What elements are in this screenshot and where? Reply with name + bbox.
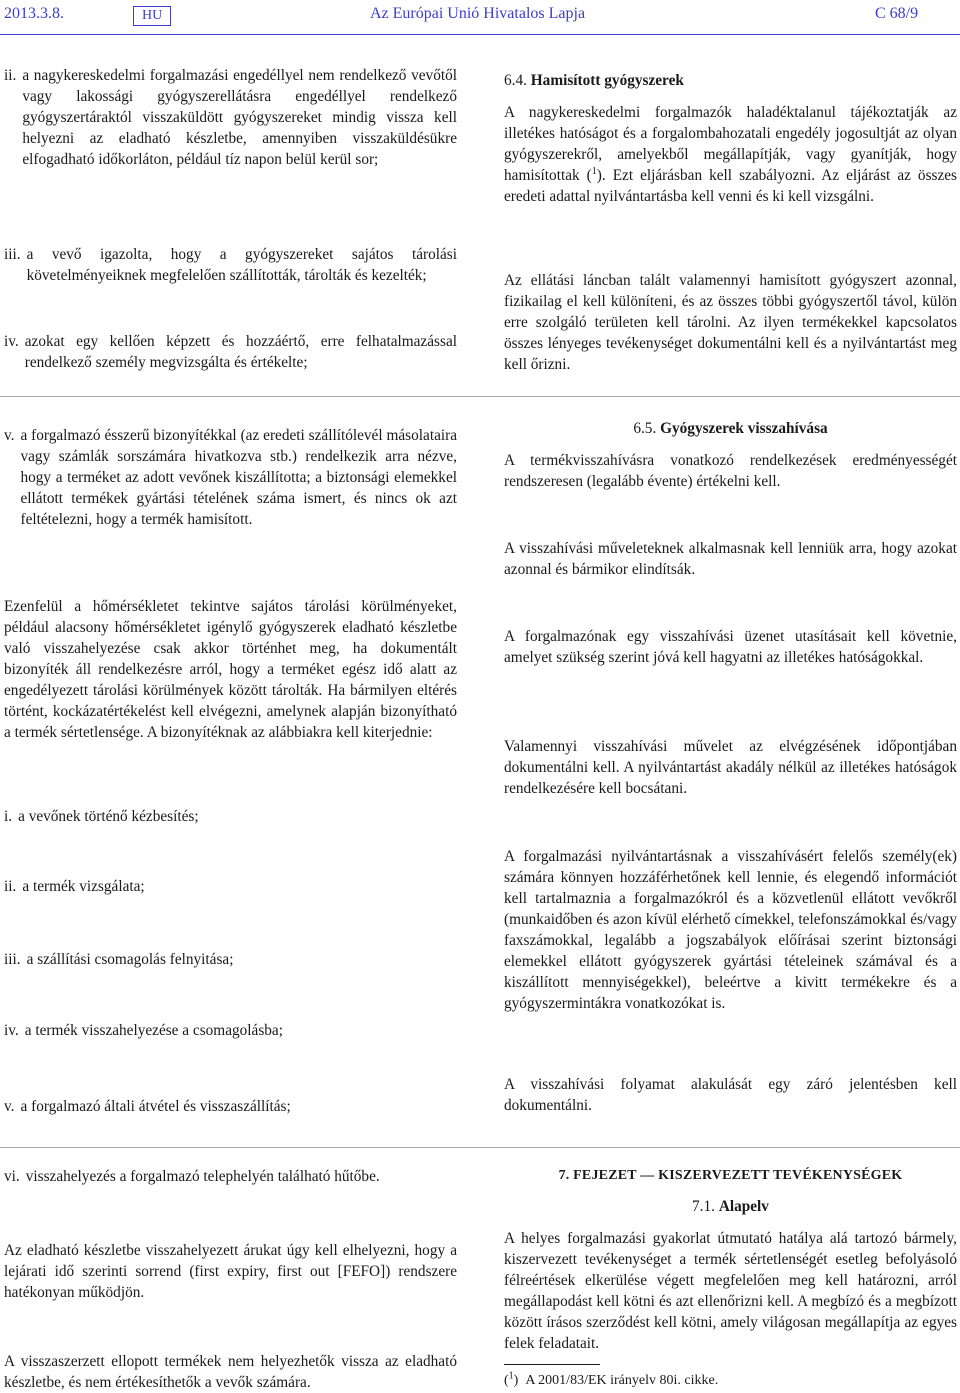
page-reference: C 68/9 (875, 5, 919, 22)
list-item-iv (4, 331, 457, 373)
section-number: 6.5. (633, 420, 657, 437)
paragraph-recall-documentation: Valamennyi visszahívási művelet az elvégzésének időpontjában dokumentálni kell. A nyilvántartást akadály nélkül az illetékes hatóságok rendelkezésére kell bocsátani. (504, 738, 957, 797)
journal-title: Az Európai Unió Hivatalos Lapja (370, 5, 586, 22)
list-item (4, 1096, 457, 1117)
item-number: i. (4, 808, 13, 825)
item-text: a termék visszahelyezése a csomagolásba; (24, 1022, 283, 1039)
chapter-heading: 7. FEJEZET — KISZERVEZETT TEVÉKENYSÉGEK (558, 1168, 903, 1183)
list-item-v (4, 425, 457, 530)
paragraph-fefo: Az eladható készletbe visszahelyezett árukat úgy kell elhelyezni, hogy a lejárati idő szerinti sorrend (first expiry, first out [FEFO]) rendszere hatékonyan működjön. (4, 1242, 457, 1301)
paragraph-stolen-products: A visszaszerzett ellopott termékek nem helyezhetők vissza az eladható készletbe, és nem értékesíthetők a vevők számára. (4, 1353, 457, 1391)
section-title: Hamisított gyógyszerek (530, 72, 684, 89)
row-separator (0, 396, 960, 397)
item-text: a vevő igazolta, hogy a gyógyszereket sajátos tárolási követelményeiknek megfelelően szállították, tárolták és kezelték; (26, 246, 457, 284)
item-text: visszahelyezés a forgalmazó telephelyén található hűtőbe. (25, 1168, 380, 1185)
list-item (4, 949, 457, 970)
list-item (4, 1020, 457, 1041)
footnote-rule (504, 1364, 600, 1365)
footnote-reference[interactable]: 1 (591, 165, 597, 177)
page-header (0, 0, 960, 34)
item-number: v. (4, 427, 15, 444)
item-text: a vevőnek történő kézbesítés; (18, 808, 199, 825)
item-number: iii. (4, 951, 21, 968)
item-text: azokat egy kellően képzett és hozzáértő, erre felhatalmazással rendelkező személy megvizsgálta és értékelte; (24, 333, 457, 371)
header-rule (0, 34, 960, 35)
paragraph-text: A nagykereskedelmi forgalmazók haladéktalanul tájékoztatják az illetékes hatóságot és a forgalombahozatali engedély jogosultját az olyan gyógyszerekről, amelyekből megállapítják, vagy gyanítják, hogy hamisítottak ( (504, 104, 957, 184)
section-title: Gyógyszerek visszahívása (660, 420, 828, 437)
paragraph-text: ). Ezt eljárásban kell szabályozni. Az eljárást az összes eredeti adattal nyilvántartásba kell venni és ki kell vizsgálni. (504, 167, 958, 205)
item-number: iv. (4, 1022, 19, 1039)
item-text: a szállítási csomagolás felnyitása; (26, 951, 234, 968)
paragraph-falsified-report (504, 102, 957, 207)
section-heading-6-4 (504, 70, 957, 91)
paragraph-recall-operations: A visszahívási műveleteknek alkalmasnak kell lenniük arra, hogy azokat azonnal és bármikor elindítsák. (504, 540, 957, 578)
footnote-text: A 2001/83/EK irányelv 80i. cikke. (525, 1373, 719, 1388)
item-number: v. (4, 1098, 15, 1115)
section-title: Alapelv (718, 1198, 769, 1215)
section-number: 6.4. (504, 72, 527, 89)
item-text: a nagykereskedelmi forgalmazási engedéllyel nem rendelkező vevőtől vagy lakossági gyógyszerellátásra engedéllyel rendelkező gyógyszertáraktól visszaküldött gyógyszereket mindig vissza kell helyezni az eladható készletbe, amennyiben visszaküldésükre elfogadható időkorláton, például tíz napon belül kerül sor; (22, 67, 457, 168)
list-item (4, 806, 457, 827)
section-number: 7.1. (692, 1198, 715, 1215)
list-item (4, 1166, 457, 1187)
list-item (4, 876, 457, 897)
paragraph-temperature: Ezenfelül a hőmérsékletet tekintve sajátos tárolási körülményeket, például alacsony hőmérsékletet igénylő gyógyszerek eladható készletbe való visszahelyezése csak akkor történhet meg, ha dokumentált bizonyíték áll rendelkezésre arról, hogy a terméket egész idő alatt az engedélyezett tárolási körülmények között tárolták. Ha bármilyen eltérés történt, kockázatértékelést kell elvégezni, amelynek alapján bizonyítható a termék sértetlensége. A bizonyítéknak az alábbiakra kell kiterjednie: (4, 598, 457, 741)
list-item-iii (4, 244, 457, 286)
row-separator (0, 1147, 960, 1148)
item-text: a termék vizsgálata; (22, 878, 145, 895)
item-number: ii. (4, 67, 17, 84)
section-heading-7-1 (504, 1196, 957, 1217)
section-heading-6-5 (504, 418, 957, 439)
item-number: vi. (4, 1168, 20, 1185)
item-number: iii. (4, 246, 21, 263)
item-number: ii. (4, 878, 17, 895)
paragraph-falsified-segregation: Az ellátási láncban talált valamennyi hamisított gyógyszert azonnal, fizikailag el kell különíteni, és az összes többi gyógyszertől távol, külön erre szolgáló területen kell tárolni. Az ilyen termékekkel kapcsolatos összes lényeges tevékenységet dokumentálni kell és a nyilvántartást meg kell őrizni. (504, 272, 957, 373)
paragraph-recall-effectiveness: A termékvisszahívásra vonatkozó rendelkezések eredményességét rendszeresen (legalább évente) értékelni kell. (504, 452, 957, 490)
language-badge: HU (133, 6, 171, 26)
footnote-mark: 1 (508, 1370, 514, 1382)
item-text: a forgalmazó általi átvétel és visszaszállítás; (20, 1098, 291, 1115)
list-item-ii (4, 65, 457, 170)
paragraph-distribution-records: A forgalmazási nyilvántartásnak a visszahívásért felelős személy(ek) számára könnyen hozzáférhetőnek kell lennie, és elegendő információt kell tartalmaznia a forgalmazókról és a közvetlenül ellátott vevőkről (munkaidőben és azon kívül elérhető címekkel, telefonszámokkal és/vagy faxszámokkal, legalább a jogszabályok előírásai szerint biztonsági elemekkel ellátott gyógyszerek gyártási tételeinek számával és a kiszállított mennyiségekkel), beleértve a kivitt termékekre és a gyógyszermintákra vonatkozókat is. (504, 848, 957, 1012)
item-text: a forgalmazó ésszerű bizonyítékkal (az eredeti szállítólevél másolataira vagy számlák sorszámára hivatkozva stb.) rendelkezik arra nézve, hogy a terméket az adott vevőnek kiszállította; a biztonsági elemekkel ellátott termékek gyártási tételének száma ismert, és nincs ok azt feltételezni, hogy a termék hamisított. (20, 427, 457, 528)
item-number: iv. (4, 333, 19, 350)
paragraph-principle: A helyes forgalmazási gyakorlat útmutató hatálya alá tartozó bármely, kiszervezett tevékenységet a termék sértetlenségét esetleg befolyásoló félreértések elkerülése végett megfelelően meg kell határozni, arról megállapodást kell kötni és azt ellenőrizni kell. A megbízó és a megbízott között írásos szerződést kell kötni, amely világosan megállapítja az egyes felek feladatait. (504, 1230, 957, 1352)
paragraph-recall-report: A visszahívási folyamat alakulását egy záró jelentésben kell dokumentálni. (504, 1076, 957, 1114)
paragraph-recall-message: A forgalmazónak egy visszahívási üzenet utasításait kell követnie, amelyet szükség szerint jóvá kell hagyatni az illetékes hatóságokkal. (504, 628, 957, 666)
footnote: ($^1$) A 2001/83/EK irányelv 80i. cikke. (504, 1370, 719, 1388)
header-date: 2013.3.8. (4, 5, 64, 22)
